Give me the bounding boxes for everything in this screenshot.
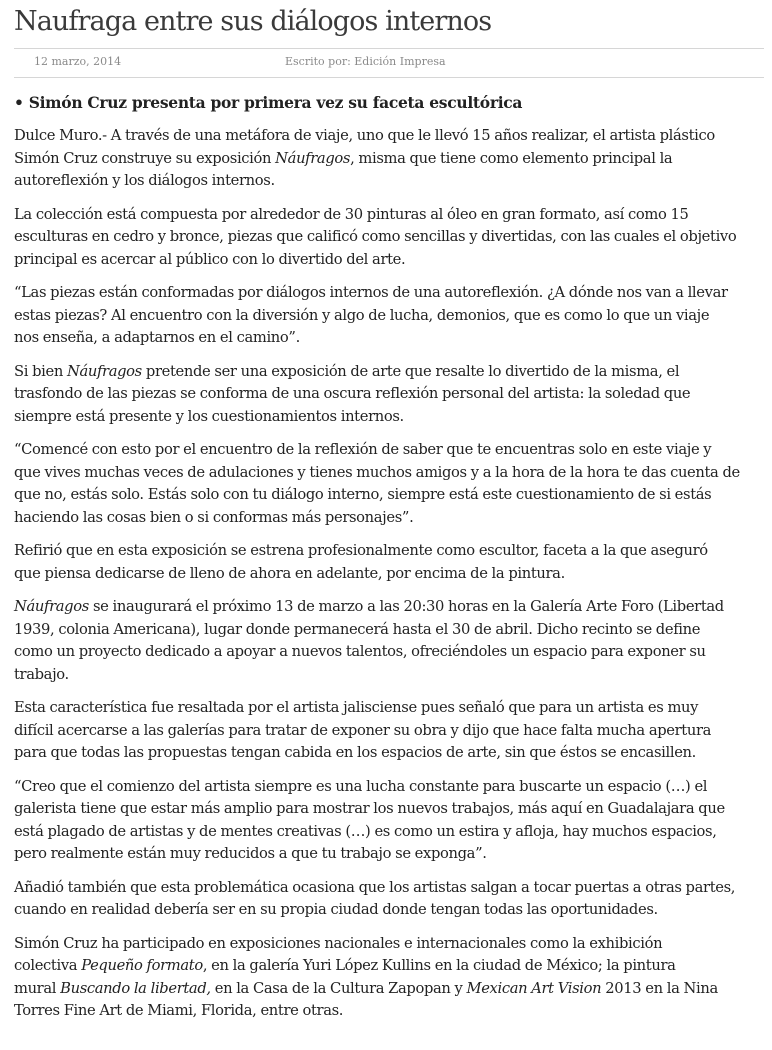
author-byline: Escrito por: Edición Impresa <box>285 55 446 68</box>
paragraph-8: Esta característica fue resaltada por el artista jalisciense pues señaló que para un artista es muy difícil acercarse a las galerías para tratar de exponer su obra y dijo que hace falta mucha apertura para que todas las propuestas tengan cabida en los espacios de arte, sin que éstos se encasillen. <box>14 699 712 761</box>
paragraph-9-quote: “Creo que el comienzo del artista siempre es una lucha constante para buscarte un espacio (…) el galerista tiene que estar más amplio para mostrar los nuevos trabajos, más aquí en Guadalajara que está plagado de artistas y de mentes creativas (…) es como un estira y afloja, hay muchos espacios, pero realmente están muy reducidos a que tu trabajo se exponga”. <box>14 777 725 862</box>
paragraph-1-text-b: , misma que tiene como elemento principal la autoreflexión y los diálogos internos. <box>14 149 673 189</box>
paragraph-11 <box>14 933 770 1023</box>
paragraph-4-text-a: Si bien <box>14 362 67 380</box>
meta-top-divider <box>14 48 764 49</box>
paragraph-4-exhibition-title: Náufragos <box>66 362 142 380</box>
artwork-title-mexican-art-vision: Mexican Art Vision <box>466 979 602 997</box>
paragraph-7 <box>14 596 770 686</box>
paragraph-1 <box>14 125 770 193</box>
paragraph-5-quote: “Comencé con esto por el encuentro de la reflexión de saber que te encuentras solo en este viaje y que vives muchas veces de adulaciones y tienes muchos amigos y a la hora de la hora te das cuenta de que no, estás solo. Estás solo con tu diálogo interno, siempre está este cuestionamiento de si estás haciendo las cosas bien o si conformas más personajes”. <box>14 441 740 526</box>
paragraph-11-text-d: 2013 en la Nina Torres Fine Art de Miami, Florida, entre otras. <box>14 979 718 1019</box>
paragraph-7-text: se inaugurará el próximo 13 de marzo a las 20:30 horas en la Galería Arte Foro (Libertad 1939, colonia Americana), lugar donde permanecerá hasta el 30 de abril. Dicho recinto se define como un proyecto dedicado a apoyar a nuevos talentos, ofreciéndoles un espacio para exponer su trabajo. <box>14 598 724 683</box>
paragraph-11-text-a: Simón Cruz ha participado en exposiciones nacionales e internacionales como la exhibición colectiva <box>14 934 663 974</box>
paragraph-11-text-c: en la Casa de la Cultura Zapopan y <box>210 979 467 997</box>
meta-bottom-divider <box>14 77 764 78</box>
paragraph-2: La colección está compuesta por alrededor de 30 pinturas al óleo en gran formato, así como 15 esculturas en cedro y bronce, piezas que calificó como sencillas y divertidas, con las cuales el objetivo principal es acercar al público con lo divertido del arte. <box>14 205 737 268</box>
paragraph-11-text-b: , en la galería Yuri López Kullins en la ciudad de México; la pintura mural <box>14 957 676 997</box>
artwork-title-pequeno-formato: Pequeño formato <box>81 957 203 974</box>
article-body <box>14 125 770 1034</box>
paragraph-6: Refirió que en esta exposición se estrena profesionalmente como escultor, faceta a la que aseguró que piensa dedicarse de lleno de ahora en adelante, por encima de la pintura. <box>14 542 708 582</box>
paragraph-1-exhibition-title: Náufragos <box>275 149 351 167</box>
publish-date: 12 marzo, 2014 <box>34 55 122 68</box>
paragraph-7-exhibition-title: Náufragos <box>14 598 89 615</box>
paragraph-4-text-b: pretende ser una exposición de arte que resalte lo divertido de la misma, el trasfondo de las piezas se conforma de una oscura reflexión personal del artista: la soledad que siempre está presente y los cuestionamientos internos. <box>14 362 691 425</box>
paragraph-10: Añadió también que esta problemática ocasiona que los artistas salgan a tocar puertas a otras partes, cuando en realidad debería ser en su propia ciudad donde tengan todas las oportunidades. <box>14 878 736 918</box>
article-title: Naufraga entre sus diálogos internos <box>14 6 492 37</box>
paragraph-1-text-a: Dulce Muro.- A través de una metáfora de viaje, uno que le llevó 15 años realizar, el artista plástico Simón Cruz construye su exposición <box>14 127 715 167</box>
article-subtitle: • Simón Cruz presenta por primera vez su faceta escultórica <box>14 93 523 112</box>
paragraph-4 <box>14 361 770 429</box>
paragraph-3-quote: “Las piezas están conformadas por diálogos internos de una autoreflexión. ¿A dónde nos van a llevar estas piezas? Al encuentro con la diversión y algo de lucha, demonios, que es como lo que un viaje nos enseña, a adaptarnos en el camino”. <box>14 284 728 346</box>
artwork-title-buscando-la-libertad: Buscando la libertad, <box>60 979 211 997</box>
